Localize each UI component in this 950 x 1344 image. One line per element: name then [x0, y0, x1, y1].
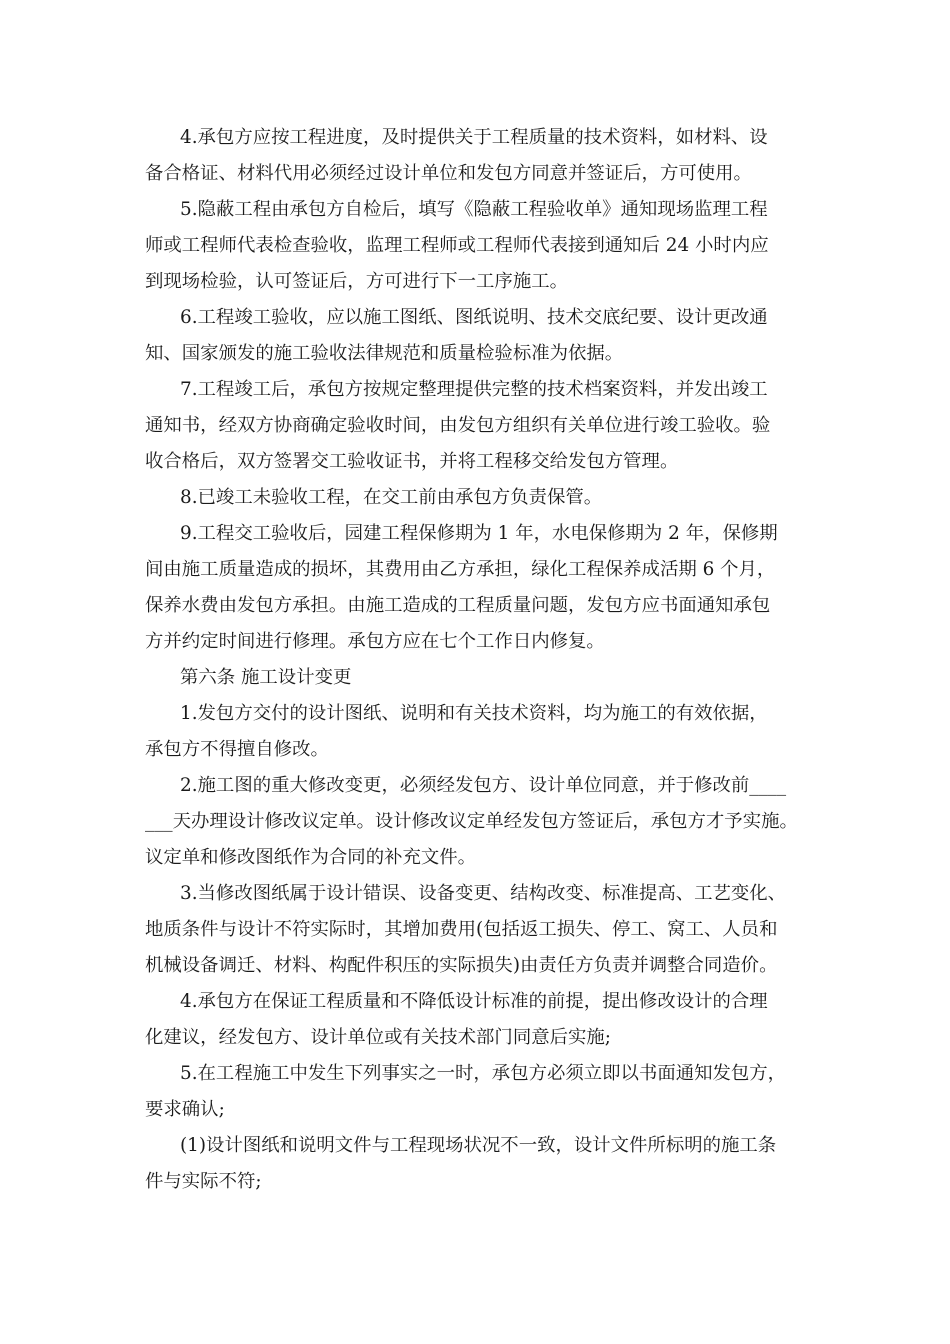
text-line: 8.已竣工未验收工程，在交工前由承包方负责保管。	[180, 487, 603, 508]
text-line: 间由施工质量造成的损坏，其费用由乙方承担，绿化工程保养成活期 6 个月，	[145, 559, 776, 580]
text-line: 师或工程师代表检查验收，监理工程师或工程师代表接到通知后 24 小时内应	[145, 235, 769, 256]
text-line: 3.当修改图纸属于设计错误、设备变更、结构改变、标准提高、工艺变化、	[180, 883, 787, 904]
text-line: 备合格证、材料代用必须经过设计单位和发包方同意并签证后，方可使用。	[145, 163, 752, 184]
text-line: 1.发包方交付的设计图纸、说明和有关技术资料，均为施工的有效依据，	[180, 703, 768, 724]
text-line: 4.承包方在保证工程质量和不降低设计标准的前提，提出修改设计的合理	[180, 991, 768, 1012]
text-line: 9.工程交工验收后，园建工程保修期为 1 年，水电保修期为 2 年，保修期	[180, 523, 778, 544]
text-line: 7.工程竣工后，承包方按规定整理提供完整的技术档案资料，并发出竣工	[180, 379, 768, 400]
text-line: 到现场检验，认可签证后，方可进行下一工序施工。	[145, 271, 568, 292]
text-line: 方并约定时间进行修理。承包方应在七个工作日内修复。	[145, 631, 605, 652]
text-line: 2.施工图的重大修改变更，必须经发包方、设计单位同意，并于修改前____	[180, 775, 787, 796]
text-line: 6.工程竣工验收，应以施工图纸、图纸说明、技术交底纪要、设计更改通	[180, 307, 768, 328]
text-line: 件与实际不符;	[145, 1171, 262, 1192]
text-line: 承包方不得擅自修改。	[145, 739, 329, 760]
text-line: 收合格后，双方签署交工验收证书，并将工程移交给发包方管理。	[145, 451, 679, 472]
section-heading: 第六条 施工设计变更	[180, 667, 352, 688]
text-line: 化建议，经发包方、设计单位或有关技术部门同意后实施;	[145, 1027, 611, 1048]
text-line: 5.在工程施工中发生下列事实之一时，承包方必须立即以书面通知发包方，	[180, 1063, 787, 1084]
text-line: 要求确认;	[145, 1099, 225, 1120]
text-line: 4.承包方应按工程进度，及时提供关于工程质量的技术资料，如材料、设	[180, 127, 768, 148]
text-line: 知、国家颁发的施工验收法律规范和质量检验标准为依据。	[145, 343, 624, 364]
text-line: ___天办理设计修改议定单。设计修改议定单经发包方签证后，承包方才予实施。	[145, 811, 798, 832]
text-line: 保养水费由发包方承担。由施工造成的工程质量问题，发包方应书面通知承包	[145, 595, 771, 616]
text-line: 议定单和修改图纸作为合同的补充文件。	[145, 847, 477, 868]
text-line: 机械设备调迁、材料、构配件积压的实际损失)由责任方负责并调整合同造价。	[145, 955, 778, 976]
text-line: (1)设计图纸和说明文件与工程现场状况不一致，设计文件所标明的施工条	[180, 1135, 777, 1156]
text-line: 通知书，经双方协商确定验收时间，由发包方组织有关单位进行竣工验收。验	[145, 415, 771, 436]
text-line: 地质条件与设计不符实际时，其增加费用(包括返工损失、停工、窝工、人员和	[145, 919, 778, 940]
text-line: 5.隐蔽工程由承包方自检后，填写《隐蔽工程验收单》通知现场监理工程	[180, 199, 768, 220]
